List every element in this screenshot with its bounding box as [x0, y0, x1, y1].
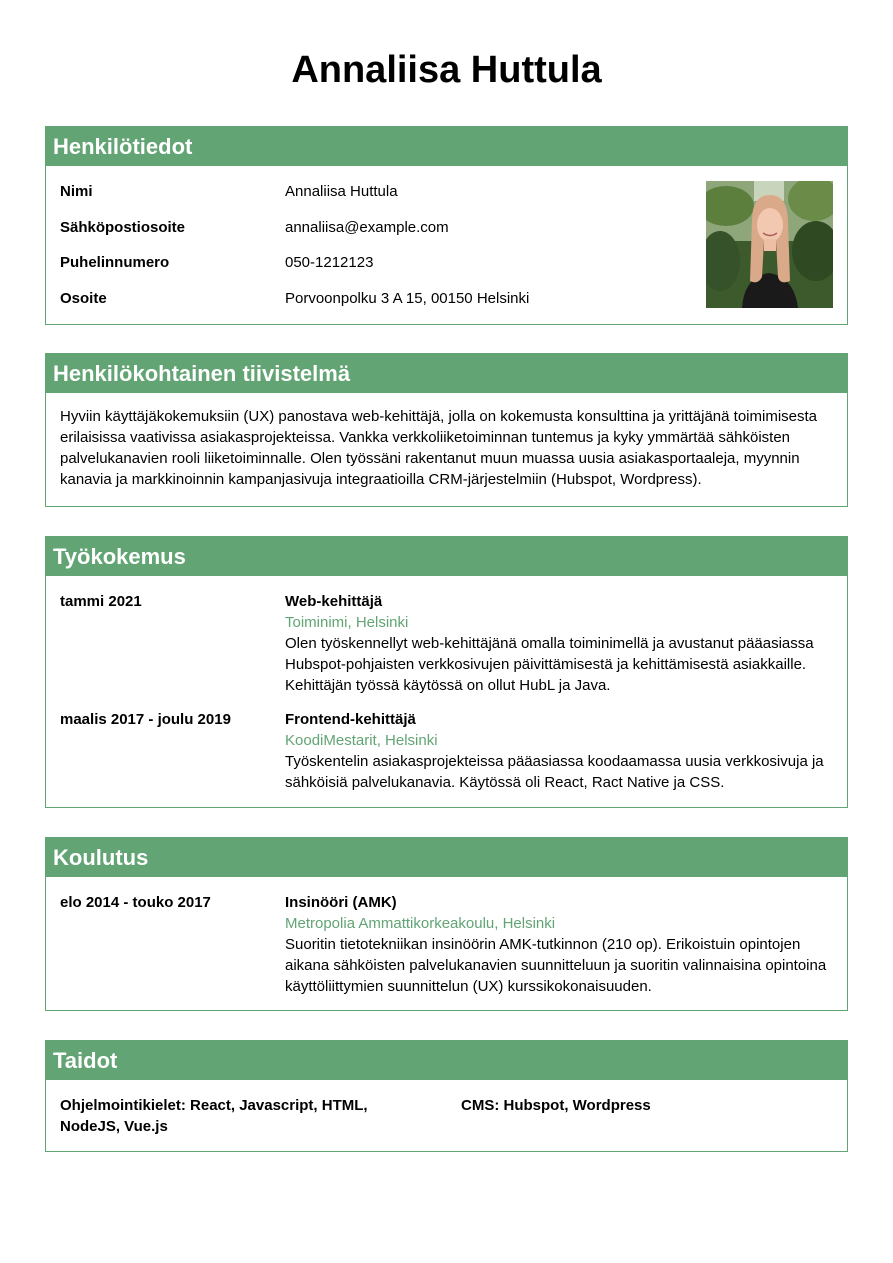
job-employer: KoodiMestarit, Helsinki: [285, 732, 438, 749]
job-employer: Toiminimi, Helsinki: [285, 614, 409, 631]
cv-name-title: Annaliisa Huttula: [291, 49, 602, 91]
experience-period: tammi 2021: [60, 593, 142, 610]
field-label-email: Sähköpostiosoite: [60, 219, 186, 236]
degree-title: Insinööri (AMK): [285, 894, 397, 911]
section-education: [45, 837, 848, 1011]
education-description: Suoritin tietotekniikan insinöörin AMK-tutkinnon (210 op). Erikoistuin opintojen aikana sähköisten palvelukanavien suunnitteluun ja suoritin valinnaisina opintoina käyttöliittymien suunnittelun (UX) kurssikokonaisuuden.: [285, 936, 827, 995]
section-heading-summary: Henkilökohtainen tiivistelmä: [46, 354, 847, 393]
job-title: Frontend-kehittäjä: [285, 711, 416, 728]
field-label-name: Nimi: [60, 183, 93, 200]
profile-photo-image: [706, 181, 833, 308]
field-value-phone: 050-1212123: [285, 254, 374, 271]
section-heading-experience: Työkokemus: [46, 537, 847, 576]
summary-text: Hyviin käyttäjäkokemuksiin (UX) panostava web-kehittäjä, jolla on kokemusta konsulttina ja yrittäjänä toimimisesta erilaisissa vaativissa asiakasprojekteissa. Vankka verkkoliiketoiminnan tuntemus ja kyky ymmärtää sähköisten palvelukanavien rooli liiketoiminnalle. Olen työssäni rakentanut muun muassa uusia asiakasportaaleja, myynnin kanavia ja markkinoinnin kampanjasivuja integraatioilla CRM-järjestelmiin (Hubspot, Wordpress).: [60, 408, 818, 488]
job-description: Työskentelin asiakasprojekteissa pääasiassa koodaamassa uusia verkkosivuja ja sähköisiä palvelukanavia. Käytössä oli React, Ract Native ja CSS.: [285, 753, 824, 791]
section-heading-skills: Taidot: [46, 1041, 847, 1080]
experience-entry: [285, 591, 835, 696]
field-value-address: Porvoonpolku 3 A 15, 00150 Helsinki: [285, 290, 530, 307]
section-experience: [45, 536, 848, 808]
experience-period: maalis 2017 - joulu 2019: [60, 711, 231, 728]
experience-entry: [285, 709, 835, 793]
job-description: Olen työskennellyt web-kehittäjänä omalla toiminimellä ja avustanut pääasiassa Hubspot-pohjaisten verkkosivujen päivittämisestä ja kehittämisestä asiakkaille. Kehittäjän työssä käytössä on ollut HubL ja Java.: [285, 635, 814, 694]
field-label-address: Osoite: [60, 290, 107, 307]
skill-item: Ohjelmointikielet: React, Javascript, HTML, NodeJS, Vue.js: [60, 1097, 368, 1135]
section-heading-education: Koulutus: [46, 838, 847, 877]
education-period: elo 2014 - touko 2017: [60, 894, 211, 911]
section-heading-personal: Henkilötiedot: [46, 127, 847, 166]
section-personal: [45, 126, 848, 325]
education-entry: [285, 892, 837, 997]
field-value-email: annaliisa@example.com: [285, 219, 449, 236]
school-name: Metropolia Ammattikorkeakoulu, Helsinki: [285, 915, 556, 932]
field-label-phone: Puhelinnumero: [60, 254, 170, 271]
job-title: Web-kehittäjä: [285, 593, 383, 610]
profile-photo: [706, 181, 833, 308]
field-value-name: Annaliisa Huttula: [285, 183, 398, 200]
section-summary: [45, 353, 848, 507]
skill-item: CMS: Hubspot, Wordpress: [461, 1097, 651, 1114]
section-skills: [45, 1040, 848, 1152]
